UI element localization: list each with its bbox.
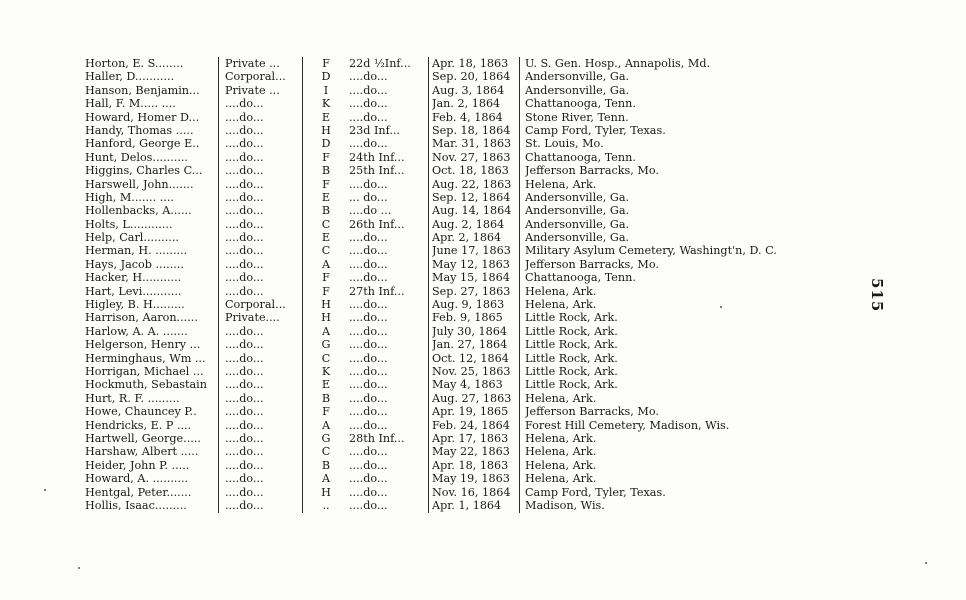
rank-cell: ....do...: [225, 351, 264, 365]
burial-place-cell: Little Rock, Ark.: [525, 351, 618, 365]
soldier-name-cell: Horrigan, Michael ...: [85, 364, 204, 378]
rank-cell: ....do...: [225, 244, 264, 258]
rank-cell: ....do...: [225, 123, 264, 137]
burial-place-cell: Helena, Ark.: [525, 177, 597, 191]
death-date-cell: Apr. 18, 1863: [432, 57, 509, 70]
rank-cell: ....do...: [225, 110, 264, 124]
company-cell: H: [321, 311, 331, 325]
rank-cell: ....do...: [225, 164, 264, 178]
company-cell: F: [322, 177, 330, 191]
regiment-cell: ....do...: [349, 338, 388, 352]
regiment-cell: ....do...: [349, 498, 388, 512]
death-date-cell: Sep. 18, 1864: [432, 123, 511, 137]
death-date-cell: Nov. 16, 1864: [432, 485, 511, 499]
burial-place-cell: Military Asylum Cemetery, Washingt'n, D. C.: [525, 244, 777, 258]
soldier-name-cell: Harswell, John.......: [85, 177, 194, 191]
rank-cell: ....do...: [225, 391, 264, 405]
burial-place-cell: Chattanooga, Tenn.: [525, 97, 636, 111]
regiment-cell: ....do...: [349, 472, 388, 486]
rank-cell: ....do...: [225, 284, 264, 298]
regiment-cell: ....do...: [349, 298, 388, 312]
burial-place-cell: Jefferson Barracks, Mo.: [525, 164, 659, 178]
rank-cell: ....do...: [225, 97, 264, 111]
company-cell: F: [322, 271, 330, 285]
death-date-cell: Oct. 12, 1864: [432, 351, 509, 365]
rank-cell: ....do...: [225, 405, 264, 419]
rank-cell: ....do...: [225, 364, 264, 378]
company-cell: K: [321, 364, 331, 378]
burial-place-cell: Helena, Ark.: [525, 391, 597, 405]
soldier-name-cell: Higgins, Charles C...: [85, 164, 203, 178]
company-cell: D: [321, 137, 331, 151]
soldier-name-cell: Hendricks, E. P ....: [85, 418, 192, 432]
death-date-cell: May 15, 1864: [432, 271, 510, 285]
soldier-name-cell: Heider, John P. .....: [85, 458, 190, 472]
burial-place-cell: Stone River, Tenn.: [525, 110, 629, 124]
rank-cell: ....do...: [225, 324, 264, 338]
print-speck: [925, 562, 927, 564]
regiment-cell: ....do...: [349, 378, 388, 392]
soldier-name-cell: Haller, D...........: [85, 70, 175, 84]
column-rule-2: [302, 57, 303, 513]
burial-place-cell: Helena, Ark.: [525, 458, 597, 472]
regiment-cell: ....do...: [349, 271, 388, 285]
regiment-cell: ....do...: [349, 83, 388, 97]
company-cell: C: [321, 244, 331, 258]
burial-place-cell: Andersonville, Ga.: [525, 190, 630, 204]
regiment-cell: ....do ...: [349, 204, 392, 218]
print-speck: [44, 489, 46, 491]
death-date-cell: Sep. 27, 1863: [432, 284, 511, 298]
regiment-cell: ....do...: [349, 445, 388, 459]
soldier-name-cell: Hockmuth, Sebastain: [85, 378, 207, 392]
soldier-name-cell: Holts, L............: [85, 217, 173, 231]
company-cell: B: [321, 391, 331, 405]
soldier-name-cell: Hunt, Delos..........: [85, 150, 188, 164]
company-cell: E: [321, 378, 331, 392]
regiment-cell: 25th Inf...: [349, 164, 405, 178]
company-cell: H: [321, 485, 331, 499]
death-date-cell: Sep. 20, 1864: [432, 70, 511, 84]
regiment-cell: ....do...: [349, 231, 388, 245]
company-cell: D: [321, 70, 331, 84]
company-cell: F: [322, 405, 330, 419]
burial-place-cell: Andersonville, Ga.: [525, 231, 630, 245]
burial-place-cell: Little Rock, Ark.: [525, 324, 618, 338]
company-cell: H: [321, 298, 331, 312]
rank-cell: ....do...: [225, 431, 264, 445]
rank-cell: ....do...: [225, 231, 264, 245]
rank-cell: ....do...: [225, 257, 264, 271]
death-date-cell: Aug. 14, 1864: [432, 204, 512, 218]
regiment-cell: ....do...: [349, 70, 388, 84]
death-date-cell: Feb. 4, 1864: [432, 110, 503, 124]
regiment-cell: 24th Inf...: [349, 150, 405, 164]
rank-cell: Private....: [225, 311, 280, 325]
column-rule-3: [428, 57, 429, 513]
burial-place-cell: Little Rock, Ark.: [525, 338, 618, 352]
soldier-name-cell: Hart, Levi...........: [85, 284, 182, 298]
company-cell: F: [322, 150, 330, 164]
soldier-name-cell: Harrison, Aaron......: [85, 311, 198, 325]
death-date-cell: May 12, 1863: [432, 257, 510, 271]
soldier-name-cell: Help, Carl..........: [85, 231, 179, 245]
death-date-cell: Jan. 2, 1864: [432, 97, 501, 111]
death-date-cell: Apr. 18, 1863: [432, 458, 509, 472]
rank-cell: ....do...: [225, 217, 264, 231]
burial-place-cell: Jefferson Barracks, Mo.: [525, 257, 659, 271]
soldier-name-cell: Hays, Jacob ........: [85, 257, 184, 271]
burial-place-cell: Helena, Ark.: [525, 445, 597, 459]
regiment-cell: ....do...: [349, 97, 388, 111]
rank-cell: ....do...: [225, 458, 264, 472]
soldier-name-cell: Hentgal, Peter.......: [85, 485, 192, 499]
death-date-cell: May 22, 1863: [432, 445, 510, 459]
rank-cell: ....do...: [225, 498, 264, 512]
burial-place-cell: Little Rock, Ark.: [525, 311, 618, 325]
rank-cell: ....do...: [225, 150, 264, 164]
death-date-cell: May 19, 1863: [432, 472, 510, 486]
death-date-cell: May 4, 1863: [432, 378, 503, 392]
rank-cell: ....do...: [225, 485, 264, 499]
death-date-cell: July 30, 1864: [432, 324, 507, 338]
company-cell: E: [321, 110, 331, 124]
soldier-name-cell: Hanford, George E..: [85, 137, 200, 151]
company-cell: A: [321, 324, 331, 338]
regiment-cell: ....do...: [349, 458, 388, 472]
soldier-name-cell: Hanson, Benjamin...: [85, 83, 200, 97]
soldier-name-cell: Hartwell, George.....: [85, 431, 201, 445]
soldier-name-cell: Helgerson, Henry ...: [85, 338, 201, 352]
burial-place-cell: St. Louis, Mo.: [525, 137, 604, 151]
regiment-cell: ....do...: [349, 351, 388, 365]
death-date-cell: Aug. 2, 1864: [432, 217, 505, 231]
company-cell: H: [321, 123, 331, 137]
soldier-name-cell: Harlow, A. A. .......: [85, 324, 188, 338]
burial-place-cell: Helena, Ark.: [525, 472, 597, 486]
rank-cell: ....do...: [225, 177, 264, 191]
burial-place-cell: U. S. Gen. Hosp., Annapolis, Md.: [525, 57, 711, 70]
burial-place-cell: Madison, Wis.: [525, 498, 605, 512]
soldier-name-cell: Higley, B. H.........: [85, 298, 185, 312]
burial-place-cell: Andersonville, Ga.: [525, 217, 630, 231]
company-cell: A: [321, 418, 331, 432]
death-date-cell: Aug. 22, 1863: [432, 177, 512, 191]
regiment-cell: ....do...: [349, 364, 388, 378]
regiment-cell: ....do...: [349, 244, 388, 258]
death-date-cell: Aug. 3, 1864: [432, 83, 505, 97]
rank-cell: Private ...: [225, 83, 280, 97]
regiment-cell: ....do...: [349, 418, 388, 432]
burial-place-cell: Camp Ford, Tyler, Texas.: [525, 485, 666, 499]
regiment-cell: 23d Inf...: [349, 123, 400, 137]
rank-cell: ....do...: [225, 418, 264, 432]
rank-cell: ....do...: [225, 338, 264, 352]
death-date-cell: Feb. 9, 1865: [432, 311, 503, 325]
death-date-cell: Aug. 9, 1863: [432, 298, 505, 312]
soldier-name-cell: Handy, Thomas .....: [85, 123, 194, 137]
column-rule-4: [519, 57, 520, 513]
regiment-cell: 26th Inf...: [349, 217, 405, 231]
burial-place-cell: Andersonville, Ga.: [525, 204, 630, 218]
rank-cell: ....do...: [225, 271, 264, 285]
death-date-cell: Apr. 17, 1863: [432, 431, 509, 445]
rank-cell: ....do...: [225, 378, 264, 392]
soldier-name-cell: Hollis, Isaac.........: [85, 498, 187, 512]
regiment-cell: ... do...: [349, 190, 388, 204]
company-cell: B: [321, 204, 331, 218]
death-date-cell: Mar. 31, 1863: [432, 137, 512, 151]
column-rule-1: [218, 57, 219, 513]
death-date-cell: June 17, 1863: [432, 244, 511, 258]
print-speck: [720, 306, 722, 308]
regiment-cell: ....do...: [349, 311, 388, 325]
regiment-cell: ....do...: [349, 177, 388, 191]
company-cell: C: [321, 217, 331, 231]
burial-place-cell: Andersonville, Ga.: [525, 83, 630, 97]
death-date-cell: Jan. 27, 1864: [432, 338, 508, 352]
regiment-cell: 22d ½Inf...: [349, 57, 411, 70]
company-cell: B: [321, 164, 331, 178]
burial-place-cell: Little Rock, Ark.: [525, 364, 618, 378]
burial-place-cell: Helena, Ark.: [525, 431, 597, 445]
company-cell: G: [321, 338, 331, 352]
company-cell: A: [321, 472, 331, 486]
soldier-name-cell: High, M....... ....: [85, 190, 174, 204]
rank-cell: ....do...: [225, 190, 264, 204]
regiment-cell: ....do...: [349, 110, 388, 124]
death-date-cell: Oct. 18, 1863: [432, 164, 509, 178]
burial-place-cell: Chattanooga, Tenn.: [525, 150, 636, 164]
page-number: 515: [868, 278, 886, 313]
company-cell: F: [322, 284, 330, 298]
regiment-cell: ....do...: [349, 485, 388, 499]
death-date-cell: Nov. 25, 1863: [432, 364, 511, 378]
burial-place-cell: Jefferson Barracks, Mo.: [525, 405, 659, 419]
burial-place-cell: Helena, Ark.: [525, 298, 597, 312]
company-cell: I: [323, 83, 329, 97]
company-cell: C: [321, 351, 331, 365]
burial-place-cell: Camp Ford, Tyler, Texas.: [525, 123, 666, 137]
death-date-cell: Nov. 27, 1863: [432, 150, 511, 164]
burial-place-cell: Helena, Ark.: [525, 284, 597, 298]
death-date-cell: Apr. 19, 1865: [432, 405, 509, 419]
soldier-name-cell: Hurt, R. F. .........: [85, 391, 180, 405]
company-cell: G: [321, 431, 331, 445]
soldier-name-cell: Herminghaus, Wm ...: [85, 351, 206, 365]
regiment-cell: ....do...: [349, 257, 388, 271]
company-cell: E: [321, 190, 331, 204]
rank-cell: ....do...: [225, 204, 264, 218]
rank-cell: ....do...: [225, 137, 264, 151]
regiment-cell: ....do...: [349, 405, 388, 419]
company-cell: E: [321, 231, 331, 245]
soldier-name-cell: Howard, A. ..........: [85, 472, 189, 486]
print-speck: [78, 567, 80, 569]
burial-place-cell: Forest Hill Cemetery, Madison, Wis.: [525, 418, 730, 432]
soldier-name-cell: Herman, H. .........: [85, 244, 188, 258]
death-date-cell: Aug. 27, 1863: [432, 391, 512, 405]
soldier-name-cell: Horton, E. S........: [85, 57, 184, 70]
regiment-cell: 28th Inf...: [349, 431, 405, 445]
soldier-name-cell: Howe, Chauncey P..: [85, 405, 197, 419]
soldier-name-cell: Howard, Homer D...: [85, 110, 200, 124]
burial-place-cell: Chattanooga, Tenn.: [525, 271, 636, 285]
rank-cell: ....do...: [225, 445, 264, 459]
soldier-name-cell: Hacker, H...........: [85, 271, 182, 285]
soldier-name-cell: Hollenbacks, A......: [85, 204, 192, 218]
regiment-cell: 27th Inf...: [349, 284, 405, 298]
rank-cell: ....do...: [225, 472, 264, 486]
company-cell: B: [321, 458, 331, 472]
death-date-cell: Apr. 1, 1864: [432, 498, 502, 512]
regiment-cell: ....do...: [349, 324, 388, 338]
death-date-cell: Sep. 12, 1864: [432, 190, 511, 204]
regiment-cell: ....do...: [349, 391, 388, 405]
company-cell: A: [321, 257, 331, 271]
burial-place-cell: Andersonville, Ga.: [525, 70, 630, 84]
burial-place-cell: Little Rock, Ark.: [525, 378, 618, 392]
soldier-name-cell: Harshaw, Albert .....: [85, 445, 199, 459]
company-cell: K: [321, 97, 331, 111]
company-cell: C: [321, 445, 331, 459]
death-date-cell: Apr. 2, 1864: [432, 231, 502, 245]
rank-cell: Corporal...: [225, 298, 286, 312]
rank-cell: Corporal...: [225, 70, 286, 84]
company-cell: ..: [322, 498, 330, 512]
regiment-cell: ....do...: [349, 137, 388, 151]
rank-cell: Private ...: [225, 57, 280, 70]
death-date-cell: Feb. 24, 1864: [432, 418, 510, 432]
company-cell: F: [322, 57, 330, 70]
soldier-name-cell: Hall, F. M..... ....: [85, 97, 176, 111]
